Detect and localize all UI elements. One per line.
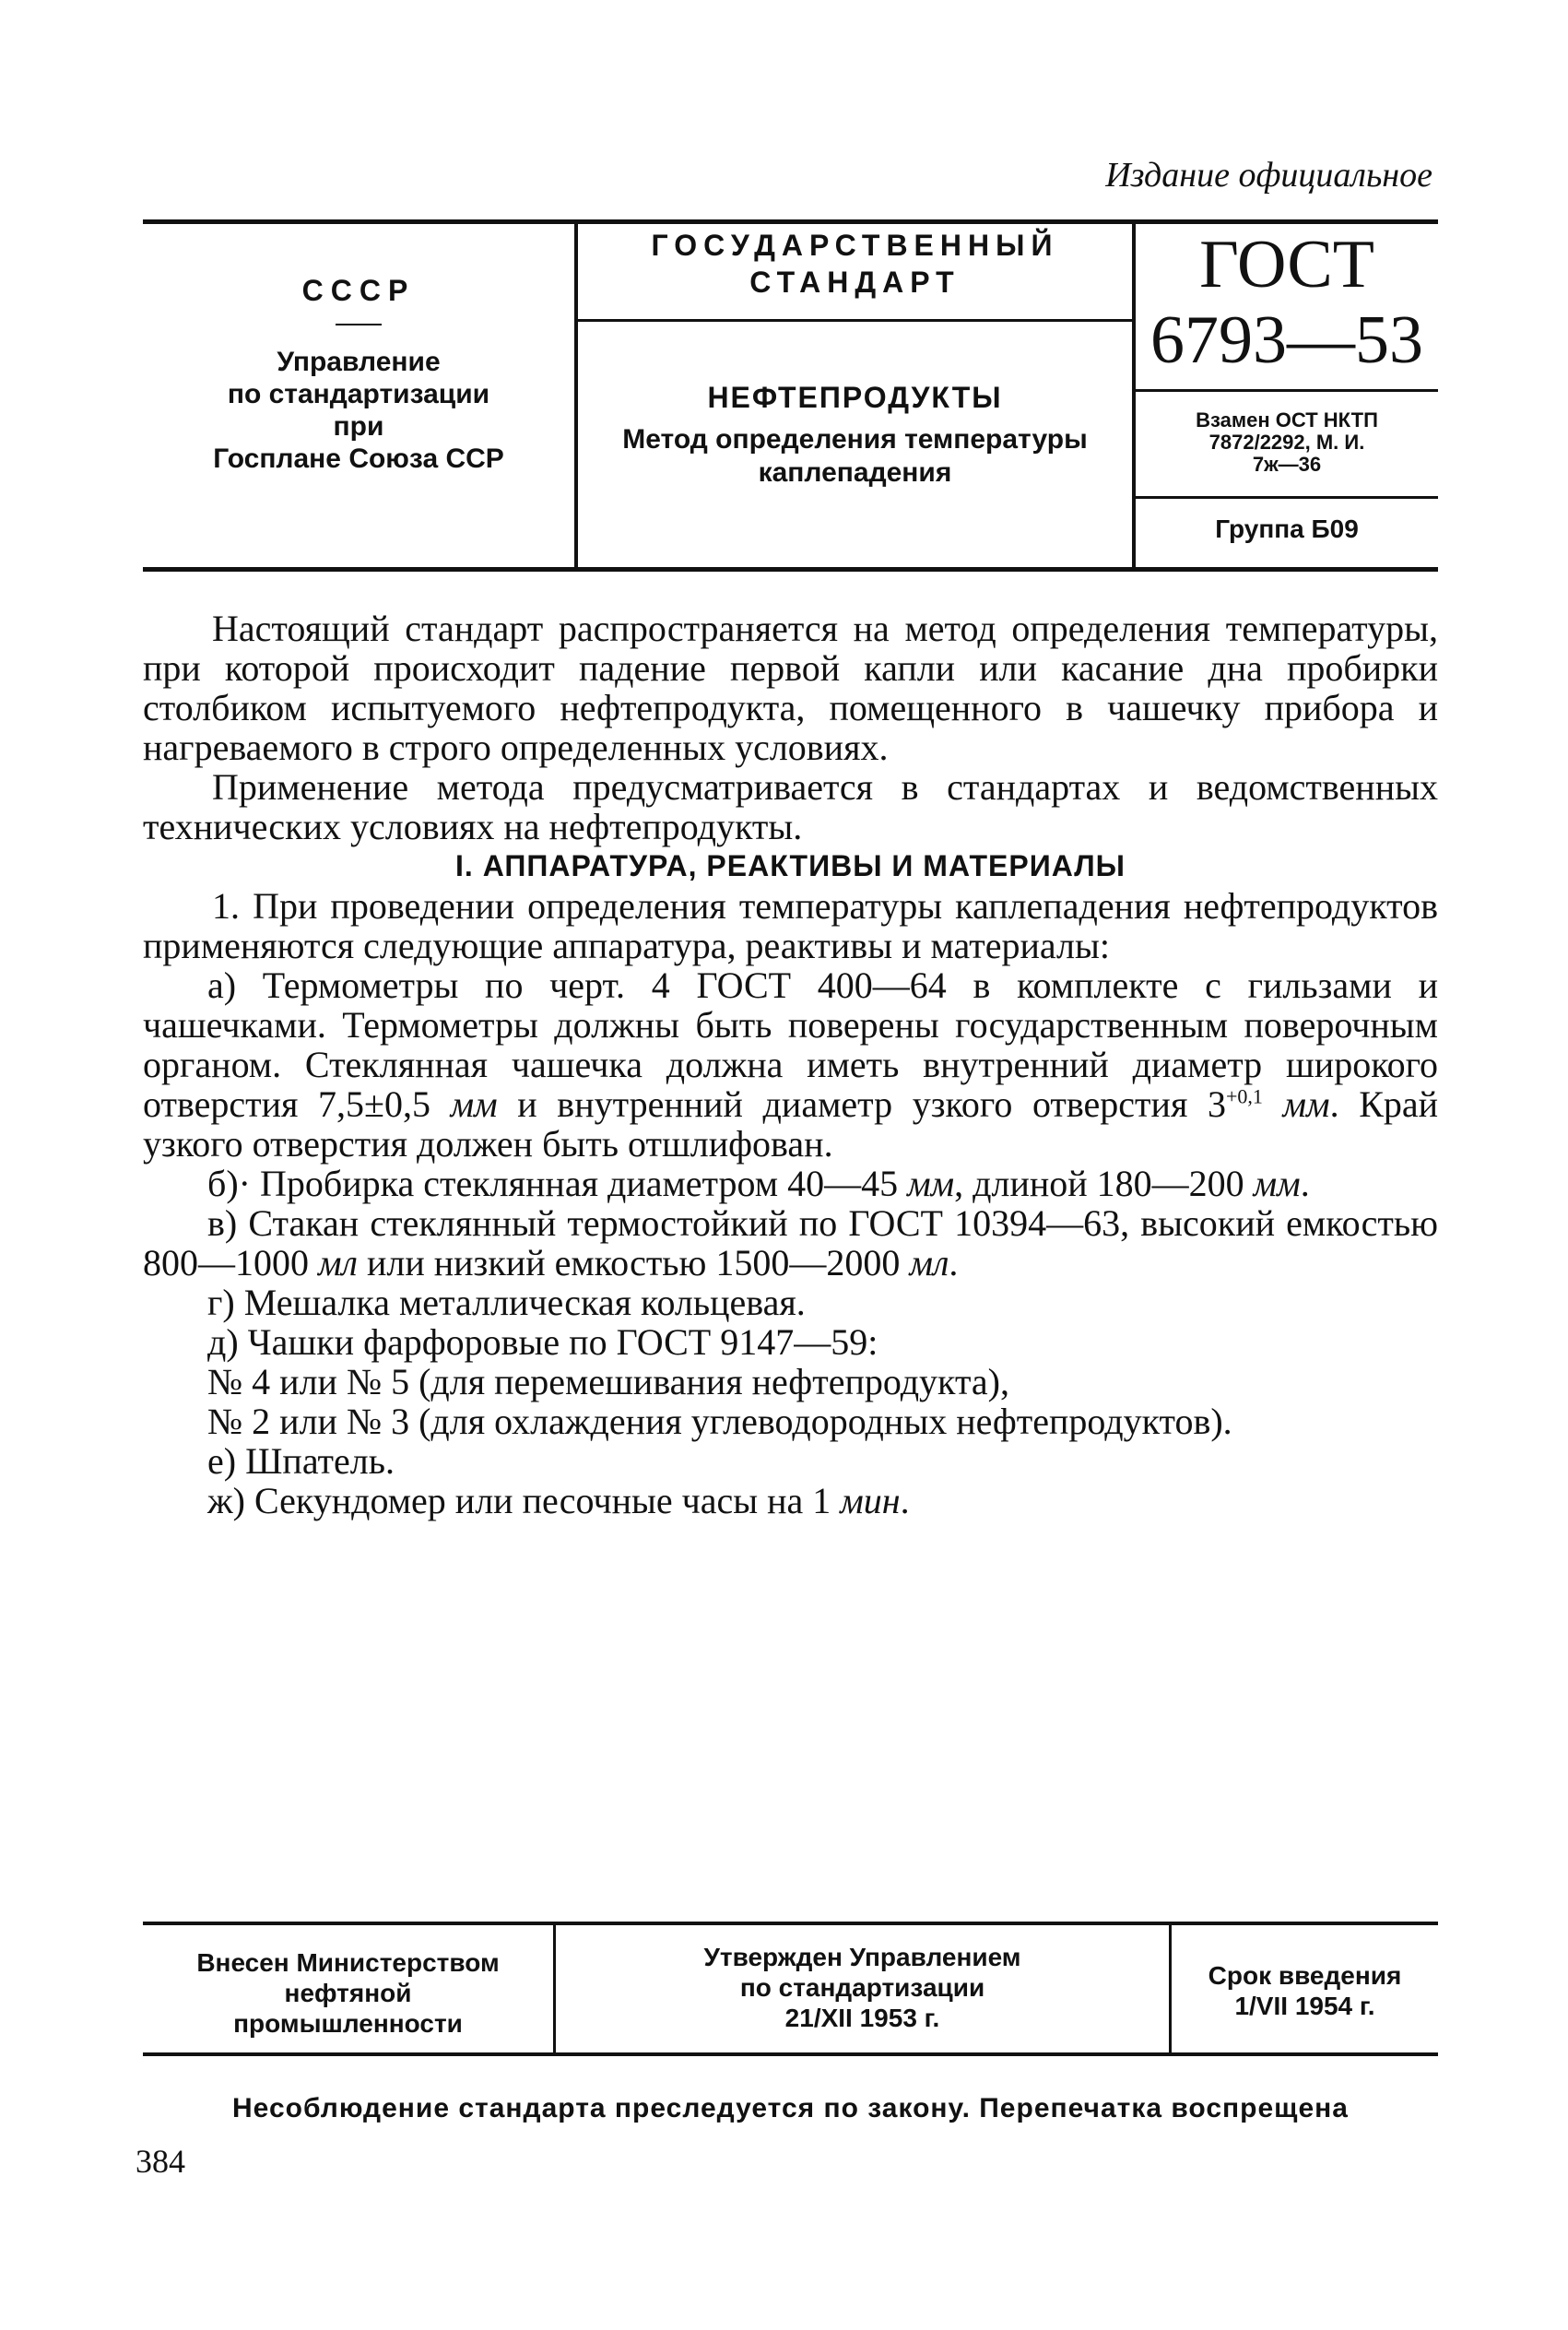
edition-label: Издание официальное — [1105, 156, 1432, 195]
footer-effective-date — [1172, 1960, 1438, 2021]
org-line-4: Госплане Союза ССР — [213, 444, 504, 474]
header-top-rule — [143, 219, 1438, 224]
standard-type-cell — [578, 227, 1132, 301]
unit-mm: мм — [450, 1083, 498, 1125]
gost-number-cell — [1136, 227, 1438, 378]
org-line-2: по стандартизации — [227, 379, 490, 409]
item-zh-text: ж) Секундомер или песочные часы на 1 — [207, 1480, 831, 1521]
header-left-cell — [143, 275, 574, 475]
unit-ml: мл — [909, 1242, 949, 1283]
group-cell: Группа Б09 — [1215, 514, 1359, 543]
item-d: д) Чашки фарфоровые по ГОСТ 9147—59: — [207, 1321, 878, 1363]
item-d-sub-2: № 2 или № 3 (для охлаждения углеводородных нефтепродуктов). — [207, 1401, 1232, 1442]
item-a: а) Термометры по черт. 4 ГОСТ 400—64 в комплекте с гильзами и чашечками. Термометры должны быть поверены государственным поверочным органом. Стеклянная чашечка должна иметь внутренний диаметр широкого отверстия 7,5±0,5 мм и внутренний диаметр узкого отверстия $3^{+0,1}$ мм. Край узкого отверстия должен быть отшлифован. — [143, 964, 1439, 1165]
country-label: СССР — [301, 274, 416, 307]
item-a-text-3: Край узкого отверстия должен быть отшлифован. — [143, 1083, 1439, 1165]
section-heading: I. АППАРАТУРА, РЕАКТИВЫ И МАТЕРИАЛЫ — [455, 849, 1126, 882]
standard-type-line-1: ГОСУДАРСТВЕННЫЙ — [651, 229, 1059, 262]
replaces-cell — [1136, 409, 1438, 476]
standard-subtitle-line-1: Метод определения температуры — [622, 424, 1088, 455]
gost-number: 6793—53 — [1150, 302, 1423, 378]
standard-title-cell — [578, 381, 1132, 490]
unit-ml: мл — [318, 1242, 358, 1283]
replaces-line-3: 7ж—36 — [1252, 453, 1322, 476]
replaces-line-1: Взамен ОСТ НКТП — [1196, 408, 1378, 432]
replaces-line-2: 7872/2292, М. И. — [1208, 431, 1365, 454]
item-e: е) Шпатель. — [207, 1440, 395, 1482]
standard-subtitle-line-2: каплепадения — [758, 457, 952, 488]
legal-notice: Несоблюдение стандарта преследуется по закону. Перепечатка воспрещена — [232, 2093, 1349, 2123]
item-zh: ж) Секундомер или песочные часы на 1 мин. — [207, 1480, 910, 1521]
item-b-text-1: б)· Пробирка стеклянная диаметром 40—45 — [207, 1163, 899, 1204]
unit-min: мин — [840, 1480, 901, 1521]
unit-mm: мм — [1282, 1083, 1330, 1125]
footer-table — [143, 1922, 1438, 2056]
item-g: г) Мешалка металлическая кольцевая. — [207, 1282, 806, 1323]
header-right-rule-2 — [1136, 496, 1438, 499]
item-v: в) Стакан стеклянный термостойкий по ГОСТ 10394—63, высокий емкостью 800—1000 мл или низкий емкостью 1500—2000 мл. — [143, 1202, 1438, 1283]
org-line-3: при — [333, 411, 384, 442]
item-b: б)· Пробирка стеклянная диаметром 40—45 мм, длиной 180—200 мм. — [207, 1163, 1310, 1204]
unit-mm: мм — [907, 1163, 955, 1204]
header-right-rule-1 — [1136, 389, 1438, 392]
introduced-line-2: нефтяной — [284, 1979, 412, 2007]
standard-type-line-2: СТАНДАРТ — [749, 266, 961, 299]
tolerance-sup: +0,1 — [1225, 1084, 1263, 1108]
org-line-1: Управление — [277, 347, 441, 377]
item-d-sub-1: № 4 или № 5 (для перемешивания нефтепродукта), — [207, 1361, 1009, 1402]
introduced-line-3: промышленности — [233, 2009, 463, 2038]
approved-line-2: по стандартизации — [739, 1973, 985, 2002]
introduced-line-1: Внесен Министерством — [196, 1948, 500, 1977]
item-1: 1. При проведении определения температуры каплепадения нефтепродуктов применяются следующие аппаратура, реактивы и материалы: — [143, 885, 1438, 966]
effective-line-2: 1/VII 1954 г. — [1234, 1992, 1375, 2020]
header-bottom-rule — [143, 567, 1438, 572]
footer-introduced-by — [143, 1947, 553, 2039]
intro-paragraph-1: Настоящий стандарт распространяется на метод определения температуры, при которой происходит падение первой капли или касание дна пробирки столбиком испытуемого нефтепродукта, помещенного в чашечку прибора и нагреваемого в строго определенных условиях. — [143, 608, 1438, 768]
gost-label: ГОСТ — [1199, 227, 1374, 302]
unit-mm: мм — [1253, 1163, 1301, 1204]
approved-line-1: Утвержден Управлением — [703, 1943, 1021, 1971]
intro-paragraph-2: Применение метода предусматривается в стандартах и ведомственных технических условиях на нефтепродукты. — [143, 766, 1438, 847]
header-table — [143, 219, 1438, 572]
standard-title: НЕФТЕПРОДУКТЫ — [707, 381, 1003, 414]
footer-bottom-rule — [143, 2052, 1438, 2056]
document-body — [143, 609, 1438, 1520]
item-v-text-1: в) Стакан стеклянный термостойкий по ГОСТ 10394—63, высокий емкостью 800—1000 — [143, 1202, 1438, 1283]
header-middle-rule — [578, 319, 1132, 322]
item-a-text-2: и внутренний диаметр узкого отверстия 3 — [517, 1083, 1226, 1125]
approved-line-3: 21/XII 1953 г. — [784, 2004, 940, 2032]
footer-approved-by — [556, 1942, 1169, 2033]
item-v-text-2: или низкий емкостью 1500—2000 — [366, 1242, 901, 1283]
effective-line-1: Срок введения — [1208, 1961, 1402, 1990]
page-number: 384 — [136, 2143, 185, 2180]
item-a-text-1: а) Термометры по черт. 4 ГОСТ 400—64 в комплекте с гильзами и чашечками. Термометры должны быть поверены государственным поверочным органом. Стеклянная чашечка должна иметь внутренний диаметр широкого отверстия 7,5±0,5 — [143, 964, 1438, 1125]
item-b-text-2: , длиной 180—200 — [954, 1163, 1244, 1204]
dash-divider — [336, 324, 382, 325]
footer-top-rule — [143, 1922, 1438, 1925]
